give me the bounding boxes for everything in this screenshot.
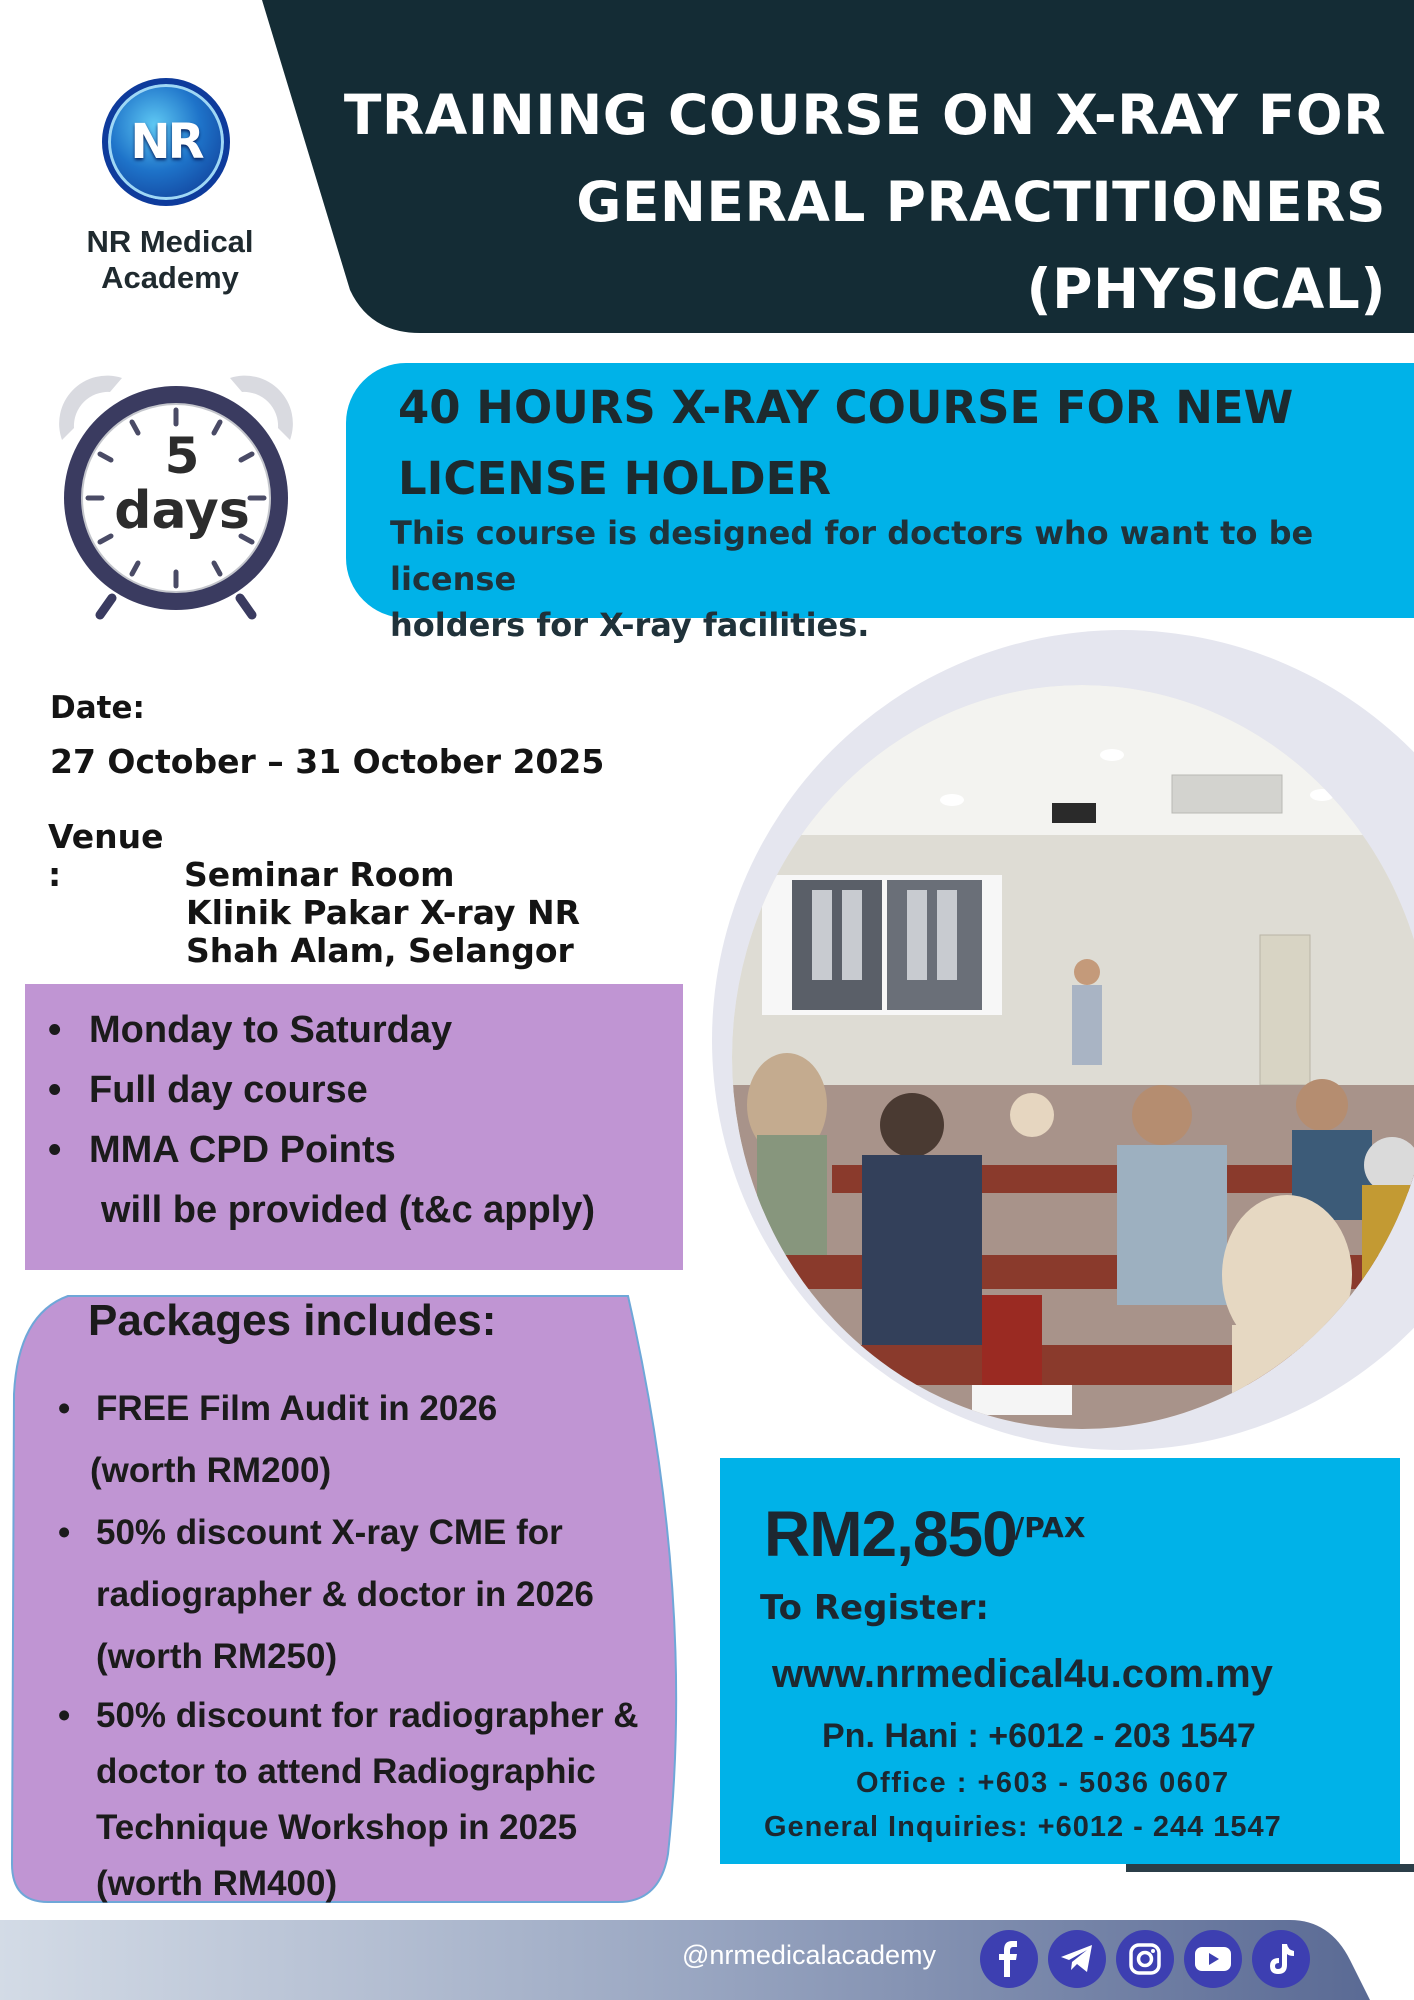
title-line-2: GENERAL PRACTITIONERS	[576, 170, 1386, 234]
list-item	[58, 1440, 698, 1502]
social-links	[980, 1930, 1310, 1988]
register-label: To Register:	[760, 1588, 990, 1628]
feature-text: MMA CPD Points	[89, 1129, 396, 1171]
facebook-icon[interactable]	[980, 1930, 1038, 1988]
package-text: (worth RM400)	[96, 1864, 338, 1903]
package-text: 50% discount for radiographer &	[96, 1696, 639, 1735]
page-title	[306, 72, 1386, 333]
price: RM2,850	[764, 1498, 1017, 1570]
duration-number: 5	[164, 427, 200, 485]
list-item	[58, 1800, 698, 1856]
date-value: 27 October – 31 October 2025	[50, 742, 605, 781]
packages-title: Packages includes:	[88, 1296, 497, 1345]
package-text: FREE Film Audit in 2026	[96, 1389, 498, 1428]
list-item	[58, 1626, 698, 1688]
duration-label	[52, 427, 312, 541]
list-item: • Monday to Saturday	[48, 1009, 453, 1051]
website-link[interactable]: www.nrmedical4u.com.my	[772, 1652, 1273, 1696]
telegram-icon[interactable]	[1048, 1930, 1106, 1988]
logo-text: NR	[130, 114, 202, 170]
package-text: (worth RM250)	[96, 1637, 338, 1676]
venue-line-1: Seminar Room	[184, 855, 455, 894]
list-item: • 50% discount X-ray CME for	[58, 1513, 563, 1552]
list-item: • MMA CPD Points	[48, 1129, 396, 1171]
youtube-icon[interactable]	[1184, 1930, 1242, 1988]
venue-block	[48, 818, 580, 970]
course-description-line-2: holders for X-ray facilities.	[390, 606, 870, 644]
list-item	[58, 1856, 698, 1912]
package-text: doctor to attend Radiographic	[96, 1752, 596, 1791]
list-item	[58, 1744, 698, 1800]
package-text: 50% discount X-ray CME for	[96, 1513, 563, 1552]
course-title-line-1: 40 HOURS X-RAY COURSE FOR NEW	[398, 381, 1294, 434]
feature-text: Monday to Saturday	[89, 1009, 453, 1051]
course-description	[390, 510, 1400, 648]
package-text: radiographer & doctor in 2026	[96, 1575, 594, 1614]
feature-text: Full day course	[89, 1069, 368, 1111]
venue-line-2: Klinik Pakar X-ray NR	[186, 893, 580, 932]
features-list	[44, 1000, 674, 1240]
title-line-3: (PHYSICAL)	[1026, 257, 1386, 321]
course-description-line-1: This course is designed for doctors who want to be license	[390, 514, 1314, 598]
instagram-icon[interactable]	[1116, 1930, 1174, 1988]
list-item: • Full day course	[48, 1069, 368, 1111]
package-text: Technique Workshop in 2025	[96, 1808, 578, 1847]
title-line-1: TRAINING COURSE ON X-RAY FOR	[343, 83, 1386, 147]
contact-general: General Inquiries: +6012 - 244 1547	[764, 1811, 1282, 1843]
list-item: • 50% discount for radiographer &	[58, 1696, 639, 1735]
packages-list	[58, 1378, 698, 1912]
social-handle[interactable]: @nrmedicalacademy	[682, 1940, 937, 1970]
list-item: • FREE Film Audit in 2026	[58, 1389, 498, 1428]
pricing-box-shadow	[1126, 1864, 1414, 1872]
duration-unit: days	[114, 481, 250, 541]
course-title	[398, 372, 1358, 514]
classroom-photo	[732, 685, 1414, 1430]
contact-hani: Pn. Hani : +6012 - 203 1547	[822, 1717, 1256, 1755]
list-item	[58, 1564, 698, 1626]
contact-office: Office : +603 - 5036 0607	[856, 1767, 1230, 1799]
feature-text: will be provided (t&c apply)	[101, 1189, 596, 1231]
price-unit: /PAX	[1014, 1511, 1086, 1544]
tiktok-icon[interactable]	[1252, 1930, 1310, 1988]
date-label: Date:	[50, 690, 145, 726]
venue-label: Venue :	[48, 817, 164, 894]
venue-line-3: Shah Alam, Selangor	[186, 931, 574, 970]
list-item	[44, 1180, 674, 1240]
nr-logo	[102, 78, 230, 206]
brand-name: NR Medical Academy	[86, 224, 254, 295]
course-title-line-2: LICENSE HOLDER	[398, 452, 831, 505]
package-text: (worth RM200)	[90, 1451, 332, 1490]
